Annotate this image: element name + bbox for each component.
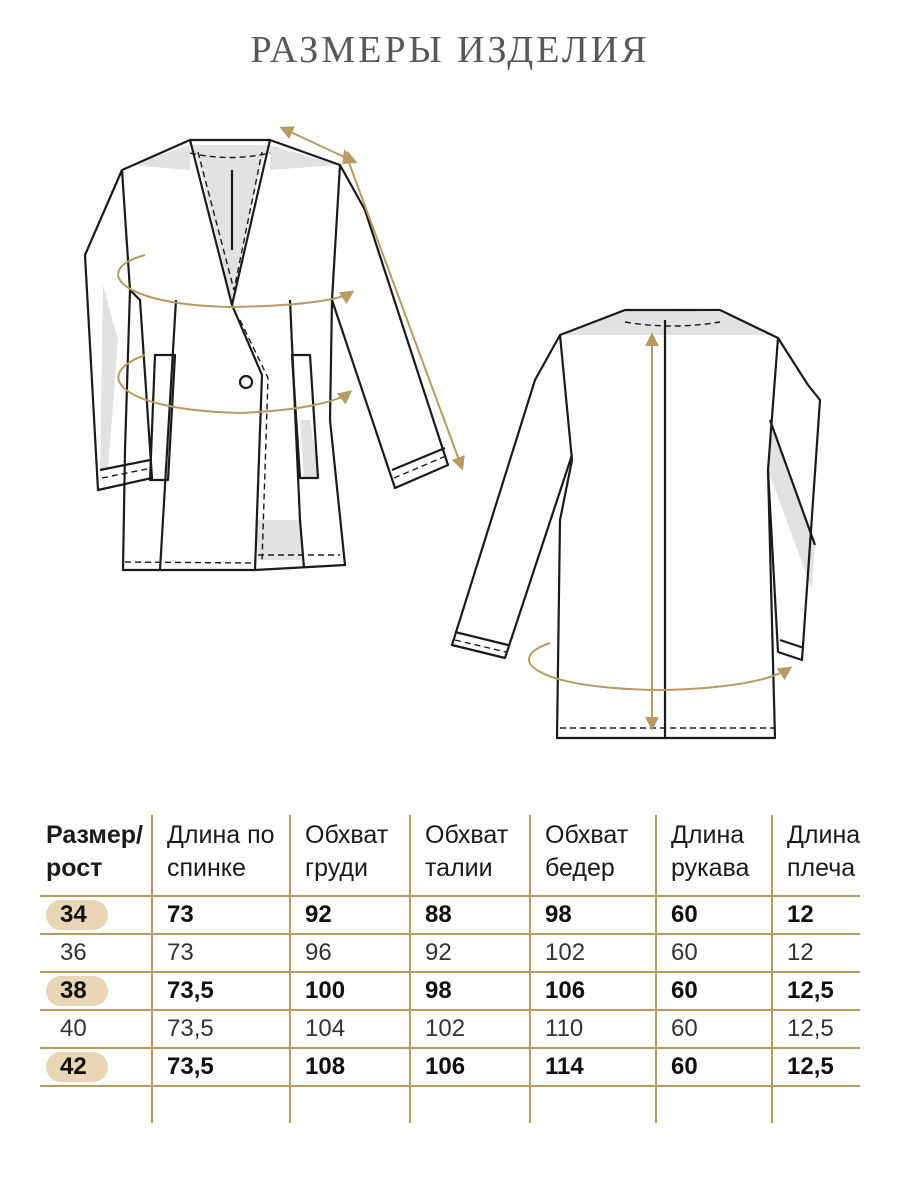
table-cell: 106 <box>530 972 656 1010</box>
table-cell: 73 <box>152 934 290 972</box>
table-cell: 98 <box>530 896 656 934</box>
front-view <box>85 140 448 570</box>
table-cell: 108 <box>290 1048 410 1086</box>
table-cell: 110 <box>530 1010 656 1048</box>
table-cell: 12 <box>772 934 860 972</box>
size-cell <box>40 1010 152 1048</box>
table-cell: 60 <box>656 896 772 934</box>
col-header-back-length: Длина по спинке <box>152 815 290 896</box>
table-row <box>40 972 860 1010</box>
size-table <box>40 815 860 1123</box>
back-view <box>452 310 820 738</box>
table-cell: 73 <box>152 896 290 934</box>
page-title: РАЗМЕРЫ ИЗДЕЛИЯ <box>250 29 650 71</box>
table-cell: 104 <box>290 1010 410 1048</box>
table-cell: 60 <box>656 972 772 1010</box>
table-row <box>40 934 860 972</box>
size-cell <box>40 972 152 1010</box>
table-row-empty <box>40 1086 860 1123</box>
col-header-size: Размер/ рост <box>40 815 152 896</box>
size-cell <box>40 1048 152 1086</box>
col-header-sleeve-length: Длина рукава <box>656 815 772 896</box>
table-cell: 60 <box>656 1048 772 1086</box>
table-cell: 12,5 <box>772 1048 860 1086</box>
size-table-wrapper <box>40 815 860 1123</box>
col-header-shoulder-length: Длина плеча <box>772 815 860 896</box>
table-cell: 12,5 <box>772 972 860 1010</box>
size-badge: 38 <box>46 976 108 1006</box>
table-cell: 100 <box>290 972 410 1010</box>
table-cell: 12,5 <box>772 1010 860 1048</box>
size-badge: 42 <box>46 1052 108 1082</box>
table-row <box>40 1010 860 1048</box>
size-badge: 36 <box>60 939 87 966</box>
table-cell: 60 <box>656 1010 772 1048</box>
table-cell: 92 <box>290 896 410 934</box>
table-cell: 12 <box>772 896 860 934</box>
garment-diagram <box>0 100 900 780</box>
table-cell: 102 <box>410 1010 530 1048</box>
table-row <box>40 896 860 934</box>
size-badge: 34 <box>46 900 108 930</box>
table-cell: 106 <box>410 1048 530 1086</box>
table-row <box>40 1048 860 1086</box>
table-cell: 73,5 <box>152 1048 290 1086</box>
table-cell: 88 <box>410 896 530 934</box>
table-cell: 102 <box>530 934 656 972</box>
table-cell: 60 <box>656 934 772 972</box>
table-cell: 96 <box>290 934 410 972</box>
col-header-hips: Обхват бедер <box>530 815 656 896</box>
table-cell: 73,5 <box>152 972 290 1010</box>
size-cell <box>40 934 152 972</box>
col-header-waist: Обхват талии <box>410 815 530 896</box>
table-header-row <box>40 815 860 896</box>
col-header-chest: Обхват груди <box>290 815 410 896</box>
table-cell: 73,5 <box>152 1010 290 1048</box>
size-cell <box>40 896 152 934</box>
table-cell: 114 <box>530 1048 656 1086</box>
table-cell: 92 <box>410 934 530 972</box>
size-badge: 40 <box>60 1015 87 1042</box>
table-cell: 98 <box>410 972 530 1010</box>
